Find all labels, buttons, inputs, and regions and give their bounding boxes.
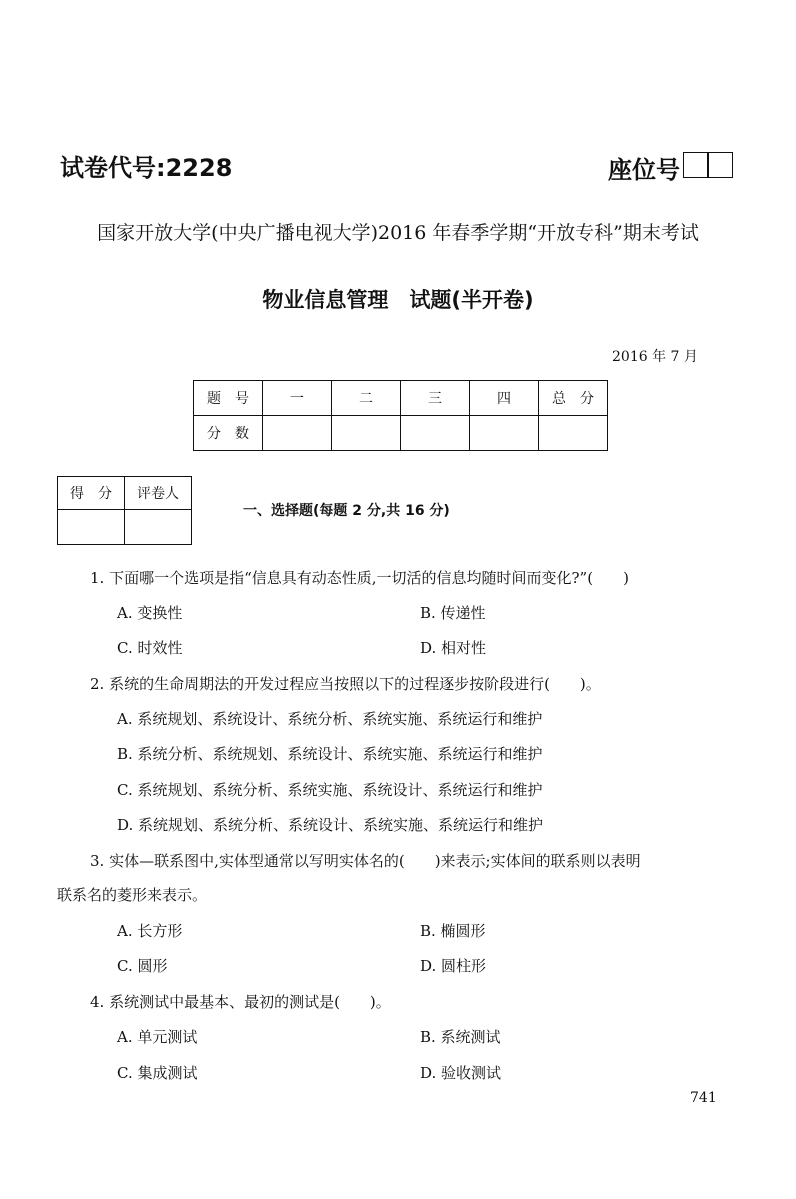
seat-box	[683, 152, 709, 178]
section-title: 一、选择题(每题 2 分,共 16 分)	[243, 503, 450, 519]
grader-table	[57, 476, 192, 545]
grader-score-cell	[58, 510, 125, 545]
score-table-column: 二	[332, 381, 401, 416]
score-table-column: 三	[401, 381, 470, 416]
grader-score-header: 得 分	[58, 477, 125, 510]
seat-number-boxes	[684, 152, 733, 178]
question-option: B. 系统分析、系统规划、系统设计、系统实施、系统运行和维护	[117, 745, 543, 763]
score-cell	[263, 416, 332, 451]
question-option: D. 验收测试	[420, 1064, 502, 1082]
question-stem: 1. 下面哪一个选项是指“信息具有动态性质,一切活的信息均随时间而变化?”( )	[90, 569, 629, 587]
question-stem: 4. 系统测试中最基本、最初的测试是( )。	[90, 993, 391, 1011]
school-exam-line: 国家开放大学(中央广播电视大学)2016 年春季学期“开放专科”期末考试	[97, 222, 699, 244]
score-cell	[332, 416, 401, 451]
question-option: C. 时效性	[117, 639, 183, 657]
question-option: A. 单元测试	[117, 1028, 198, 1046]
exam-date: 2016 年 7 月	[612, 349, 698, 365]
score-table-header: 题 号	[194, 381, 263, 416]
question-option: C. 系统规划、系统分析、系统实施、系统设计、系统运行和维护	[117, 781, 543, 799]
question-option: B. 椭圆形	[420, 922, 486, 940]
score-cell	[539, 416, 608, 451]
question-option: B. 系统测试	[420, 1028, 501, 1046]
page-number: 741	[690, 1090, 717, 1106]
question-option: A. 变换性	[117, 604, 183, 622]
question-option: C. 圆形	[117, 957, 168, 975]
grader-name-header: 评卷人	[125, 477, 192, 510]
question-option: C. 集成测试	[117, 1064, 198, 1082]
score-table-column: 一	[263, 381, 332, 416]
question-stem-continued: 联系名的菱形来表示。	[57, 886, 208, 904]
score-table	[193, 380, 608, 451]
score-table-header: 分 数	[194, 416, 263, 451]
question-option: D. 相对性	[420, 639, 487, 657]
exam-code-label: 试卷代号:2228	[60, 154, 233, 182]
seat-number-label: 座位号	[608, 156, 680, 184]
seat-box	[707, 152, 733, 178]
question-option: B. 传递性	[420, 604, 486, 622]
grader-name-cell	[125, 510, 192, 545]
score-table-column: 四	[470, 381, 539, 416]
score-table-column: 总 分	[539, 381, 608, 416]
score-cell	[470, 416, 539, 451]
question-option: D. 系统规划、系统分析、系统设计、系统实施、系统运行和维护	[117, 816, 544, 834]
score-cell	[401, 416, 470, 451]
question-option: D. 圆柱形	[420, 957, 487, 975]
question-option: A. 系统规划、系统设计、系统分析、系统实施、系统运行和维护	[117, 710, 543, 728]
question-stem: 2. 系统的生命周期法的开发过程应当按照以下的过程逐步按阶段进行( )。	[90, 675, 601, 693]
question-stem: 3. 实体—联系图中,实体型通常以写明实体名的( )来表示;实体间的联系则以表明	[90, 852, 641, 870]
question-option: A. 长方形	[117, 922, 183, 940]
subject-title: 物业信息管理 试题(半开卷)	[262, 288, 534, 312]
